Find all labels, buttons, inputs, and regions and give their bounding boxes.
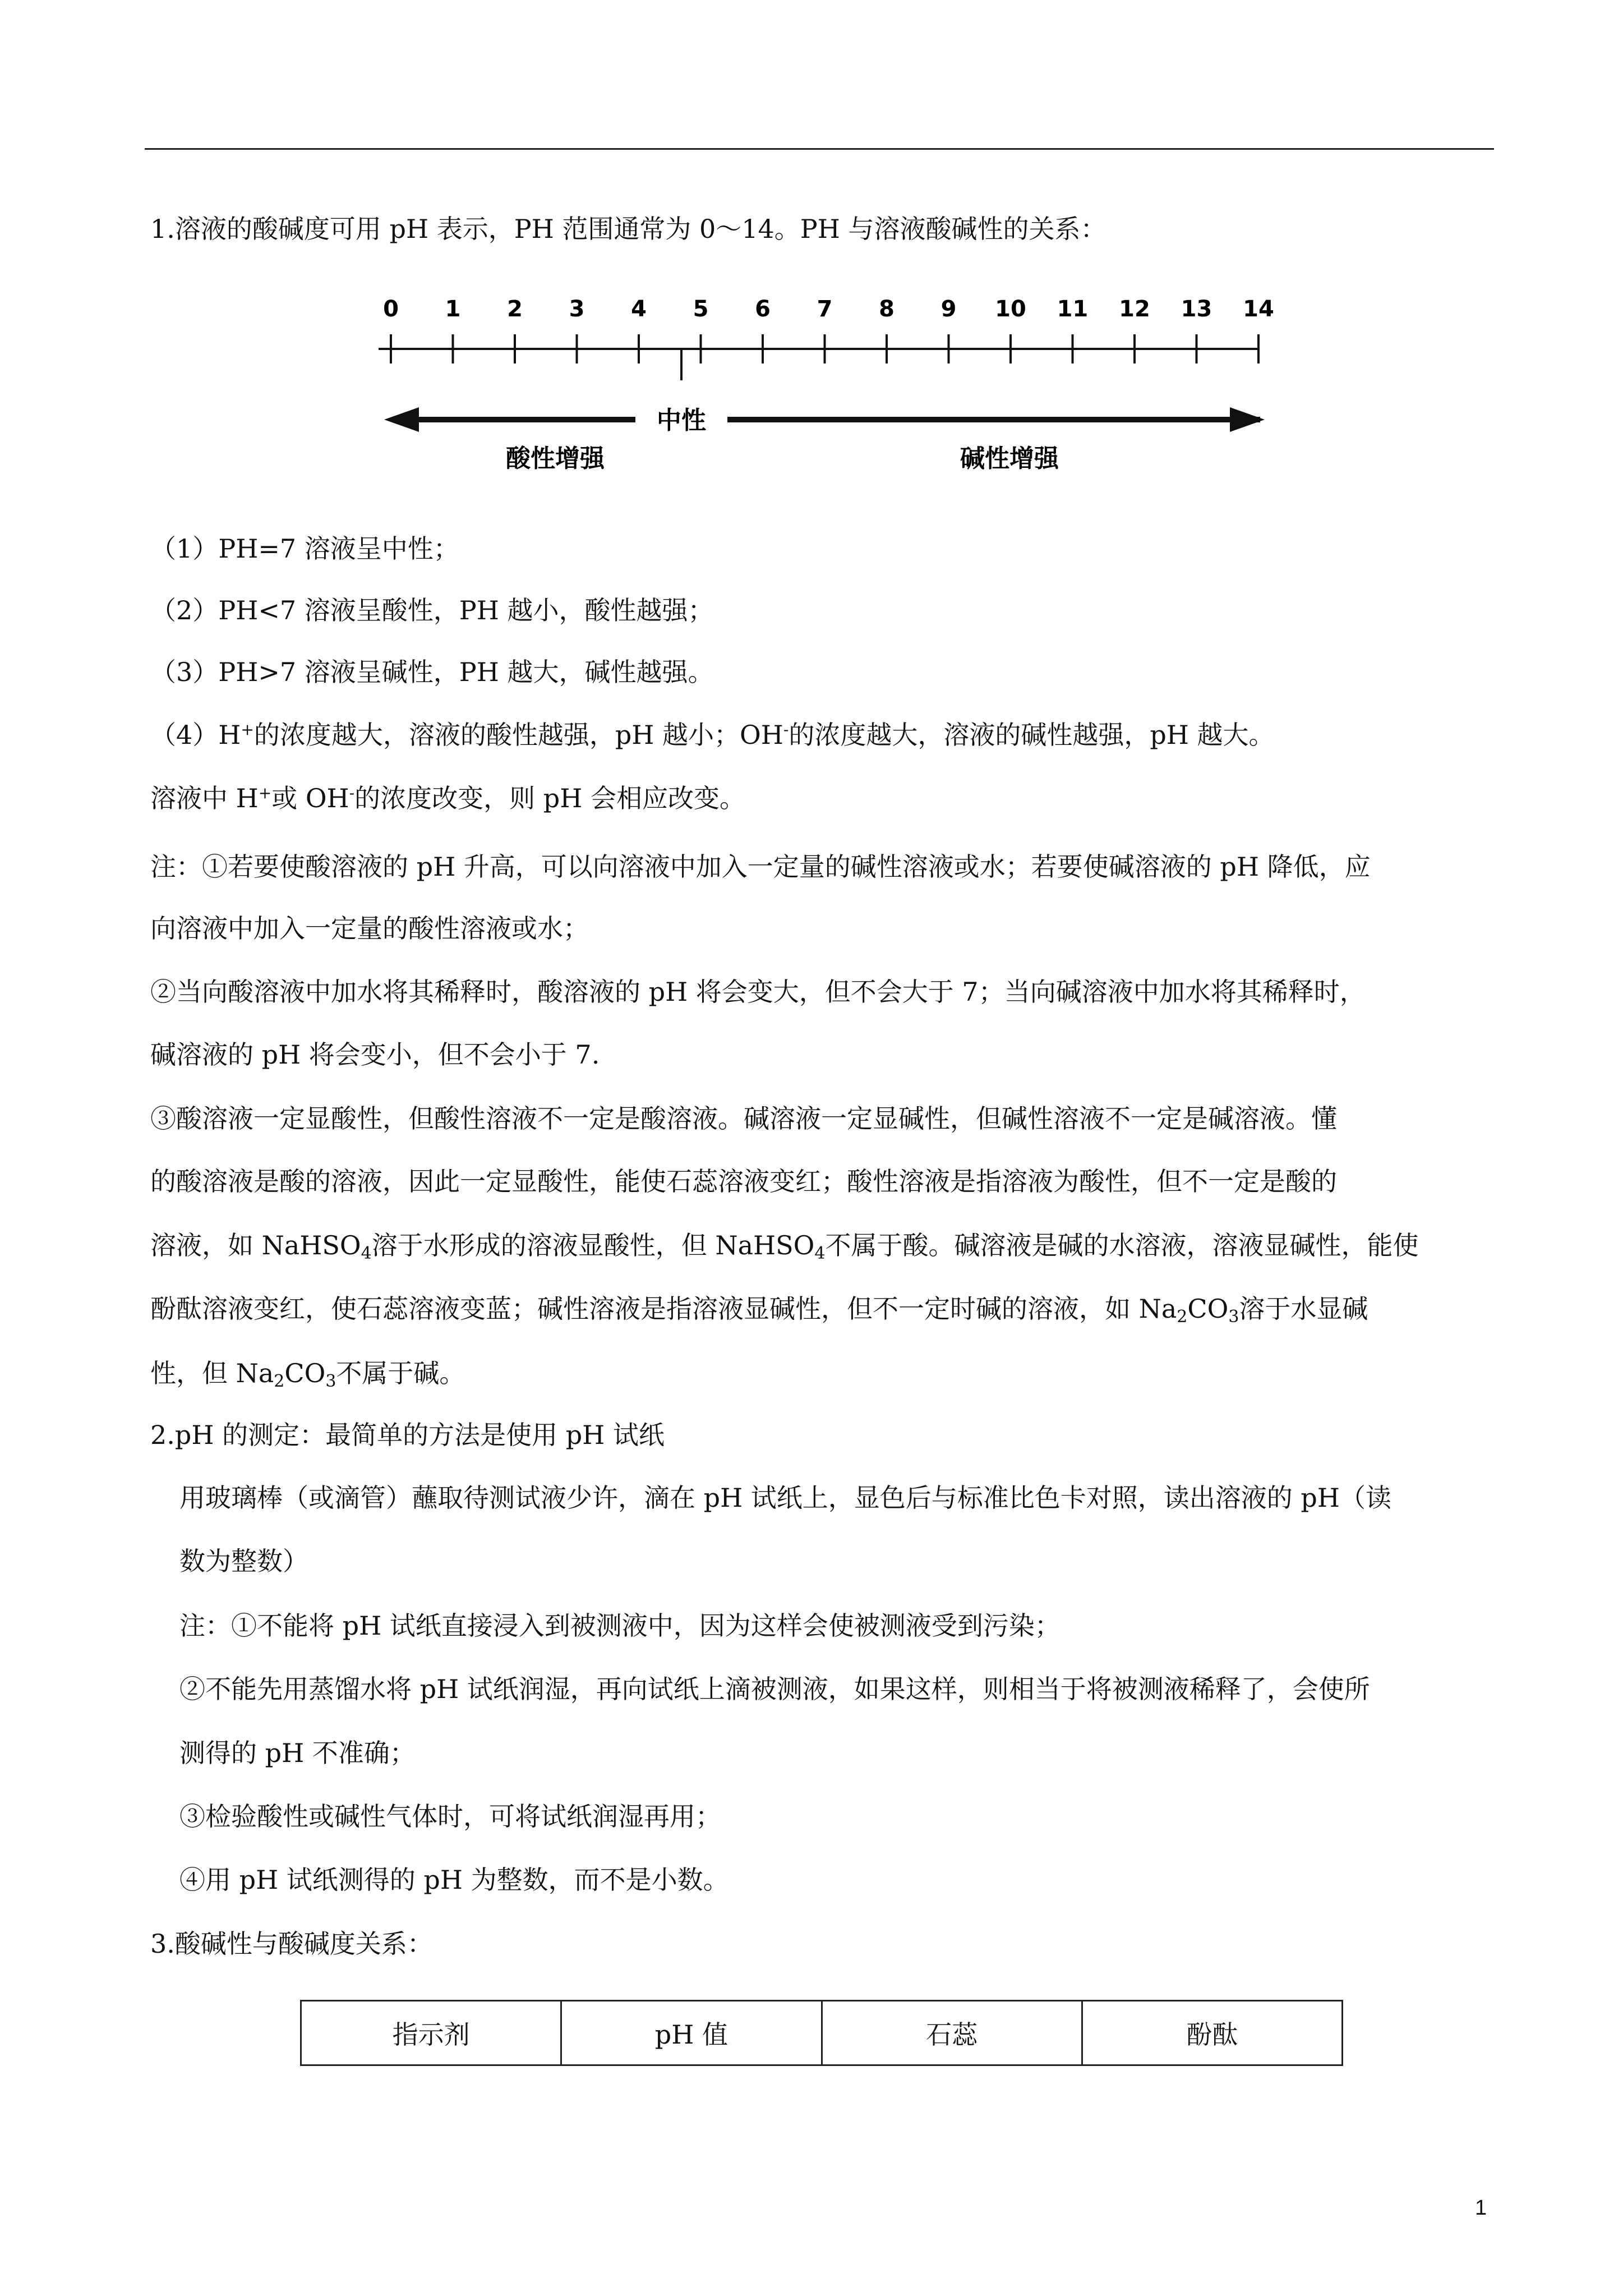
table-header-cell: pH 值: [561, 2001, 822, 2065]
note-3-line-3: [150, 1230, 1496, 1261]
header-rule: [145, 148, 1494, 150]
rule-4-part-b: 的浓度越大，溶液的酸性越强，pH 越小；OH: [253, 720, 783, 750]
subscript-4: 4: [361, 1244, 372, 1263]
ph-tick-label: 7: [817, 296, 833, 322]
subscript-4: 4: [814, 1244, 826, 1263]
note-3-line-5-part-c: 不属于碱。: [336, 1358, 465, 1388]
subscript-3: 3: [1228, 1307, 1239, 1327]
note-1-line-1: 注：①若要使酸溶液的 pH 升高，可以向溶液中加入一定量的碱性溶液或水；若要使碱溶液的 pH 降低，应: [150, 852, 1371, 882]
acid-arrow-shaft: [418, 417, 635, 422]
base-arrow-head: [1230, 407, 1265, 432]
note-3-line-3-part-b: 溶于水形成的溶液显酸性，但 NaHSO: [371, 1230, 815, 1260]
note-3-line-4: [150, 1293, 1496, 1327]
superscript-plus: +: [241, 720, 254, 739]
rule-2: （2）PH<7 溶液呈酸性，PH 越小，酸性越强；: [150, 595, 714, 625]
rule-3: （3）PH>7 溶液呈碱性，PH 越大，碱性越强。: [150, 657, 714, 687]
rule-1: （1）PH=7 溶液呈中性；: [150, 533, 459, 564]
superscript-plus: +: [258, 784, 272, 802]
superscript-minus: -: [783, 720, 789, 739]
table-header-cell: 石蕊: [822, 2001, 1082, 2065]
acid-arrow-head: [384, 407, 419, 432]
section1-intro: 1.溶液的酸碱度可用 pH 表示，PH 范围通常为 0～14。PH 与溶液酸碱性的关系：: [150, 214, 1106, 244]
ph-tick-label: 13: [1181, 296, 1212, 322]
change-part-b: 或 OH: [271, 783, 349, 813]
superscript-minus: -: [349, 784, 355, 802]
section3-title: 3.酸碱性与酸碱度关系：: [150, 1929, 433, 1959]
rule-4-part-a: （4）H: [150, 720, 241, 750]
note-3-line-3-part-c: 不属于酸。碱溶液是碱的水溶液，溶液显碱性，能使: [825, 1230, 1419, 1260]
table-header-cell: 酚酞: [1082, 2001, 1342, 2065]
note-3-line-5-part-a: 性，但 Na: [150, 1358, 274, 1388]
ph-tick-label: 14: [1243, 296, 1274, 322]
concentration-change: [150, 783, 1496, 814]
note-3-line-3-part-a: 溶液，如 NaHSO: [150, 1230, 361, 1260]
test-note-3: ③检验酸性或碱性气体时，可将试纸润湿再用；: [179, 1801, 721, 1832]
neutral-label: 中性: [657, 406, 706, 435]
note-1-line-2: 向溶液中加入一定量的酸性溶液或水；: [150, 913, 589, 944]
method-line-1: 用玻璃棒（或滴管）蘸取待测试液少许，滴在 pH 试纸上，显色后与标准比色卡对照，读出溶液的 pH（读: [179, 1483, 1391, 1513]
ph-tick-label: 0: [383, 296, 399, 322]
subscript-2: 2: [274, 1372, 285, 1391]
table-header-row: [301, 2001, 1343, 2065]
note-2-line-1: ②当向酸溶液中加水将其稀释时，酸溶液的 pH 将会变大，但不会大于 7；当向碱溶液中加水将其稀释时，: [150, 977, 1366, 1007]
note-3-line-4-part-b: CO: [1187, 1294, 1229, 1324]
ph-tick-label: 6: [755, 296, 771, 322]
ph-tick-label: 4: [631, 296, 647, 322]
table-header-cell: 指示剂: [301, 2001, 561, 2065]
change-part-a: 溶液中 H: [150, 783, 259, 813]
note-3-line-5: [150, 1358, 1496, 1389]
subscript-2: 2: [1177, 1307, 1188, 1327]
rule-4: [150, 719, 1496, 751]
note-3-line-4-part-a: 酚酞溶液变红，使石蕊溶液变蓝；碱性溶液是指溶液显碱性，但不一定时碱的溶液，如 Na: [150, 1294, 1177, 1324]
test-note-2-line-2: 测得的 pH 不准确；: [179, 1738, 416, 1768]
test-note-4: ④用 pH 试纸测得的 pH 为整数，而不是小数。: [179, 1865, 729, 1895]
ph-tick-label: 3: [569, 296, 585, 322]
base-label: 碱性增强: [960, 444, 1059, 473]
ph-tick-label: 11: [1057, 296, 1089, 322]
note-3-line-1: ③酸溶液一定显酸性，但酸性溶液不一定是酸溶液。碱溶液一定显碱性，但碱性溶液不一定是碱溶液。懂: [150, 1103, 1337, 1134]
ph-tick-label: 2: [507, 296, 523, 322]
note-3-line-2: 的酸溶液是酸的溶液，因此一定显酸性，能使石蕊溶液变红；酸性溶液是指溶液为酸性，但不一定是酸的: [150, 1166, 1337, 1197]
method-line-2: 数为整数）: [179, 1546, 308, 1576]
ph-scale-diagram: [367, 280, 1274, 482]
page-number: 1: [1475, 2196, 1487, 2220]
base-arrow-shaft: [727, 417, 1260, 422]
test-note-1: 注：①不能将 pH 试纸直接浸入到被测液中，因为这样会使被测液受到污染；: [179, 1611, 1061, 1641]
ph-tick-label: 1: [445, 296, 461, 322]
ph-tick-label: 12: [1119, 296, 1150, 322]
ph-tick-label: 5: [693, 296, 709, 322]
note-2-line-2: 碱溶液的 pH 将会变小，但不会小于 7.: [150, 1039, 600, 1070]
ph-tick-label: 10: [995, 296, 1026, 322]
rule-4-part-c: 的浓度越大，溶液的碱性越强，pH 越大。: [789, 720, 1275, 750]
change-part-c: 的浓度改变，则 pH 会相应改变。: [354, 783, 745, 813]
subscript-3: 3: [325, 1372, 336, 1391]
ph-tick-label: 9: [940, 296, 957, 322]
test-note-2-line-1: ②不能先用蒸馏水将 pH 试纸润湿，再向试纸上滴被测液，如果这样，则相当于将被测液稀释了，会使所: [179, 1674, 1370, 1704]
indicator-table: [300, 2000, 1343, 2066]
acid-label: 酸性增强: [506, 444, 605, 473]
section2-title: 2.pH 的测定：最简单的方法是使用 pH 试纸: [150, 1420, 665, 1450]
ph-tick-label: 8: [879, 296, 895, 322]
note-3-line-5-part-b: CO: [284, 1358, 326, 1388]
note-3-line-4-part-c: 溶于水显碱: [1239, 1294, 1368, 1324]
